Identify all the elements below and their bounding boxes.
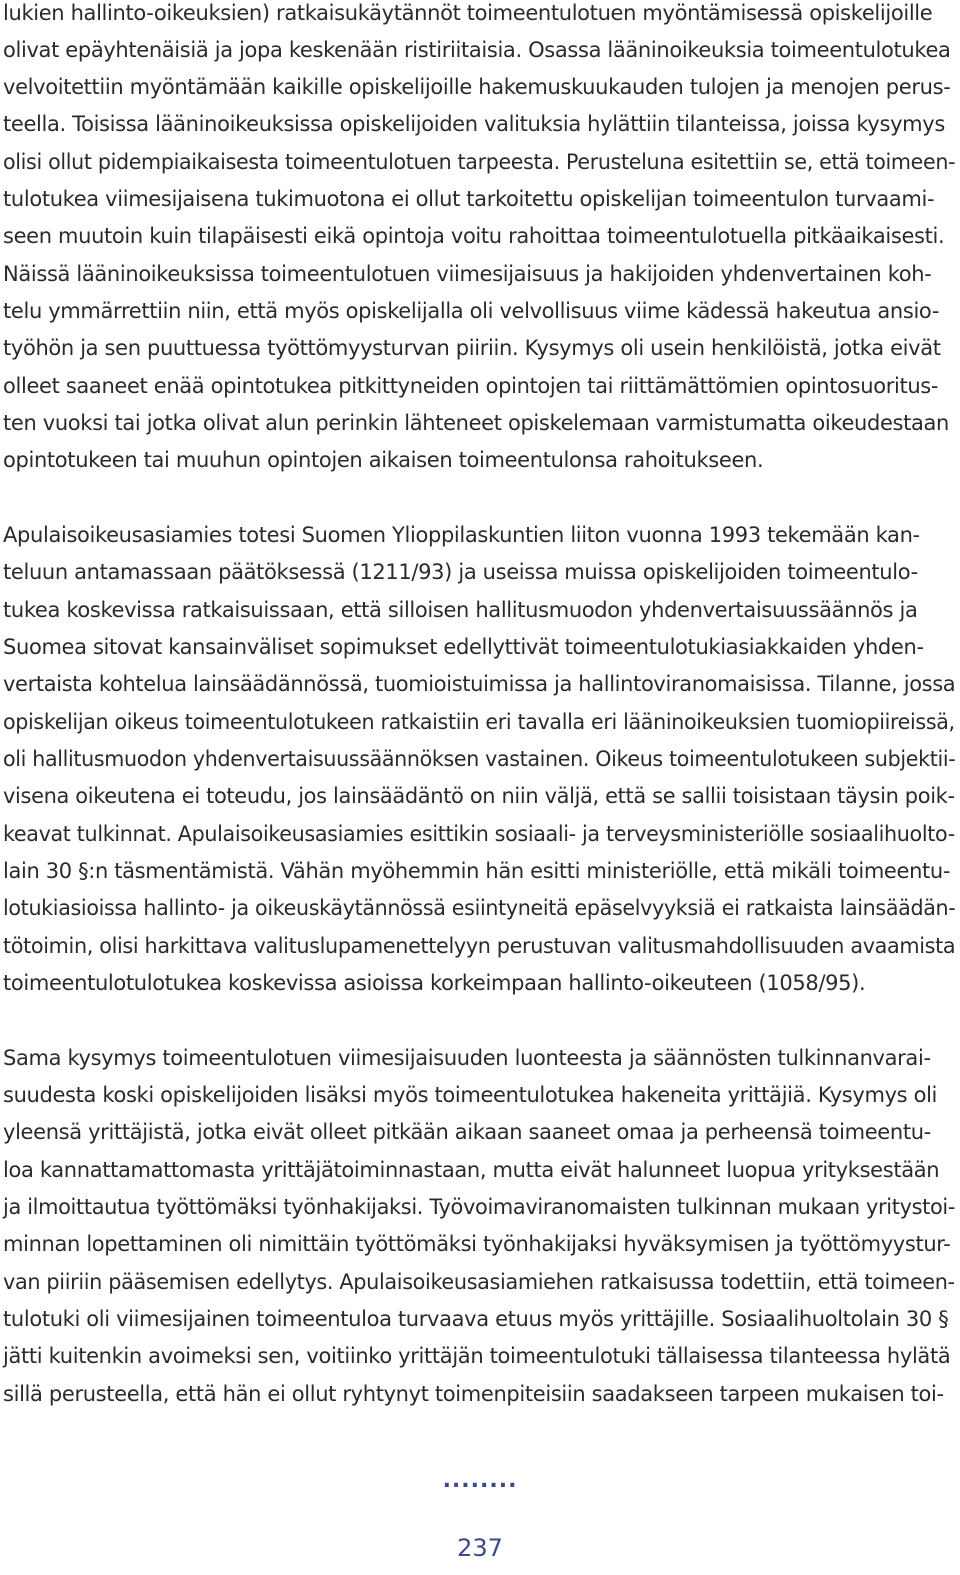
paragraph-2-line: oli hallitusmuodon yhdenvertaisuussäännöksen vastainen. Oikeus toimeentulotukeen subjektii-: [3, 747, 956, 771]
paragraph-2-line: toimeentulotulotukea koskevissa asioissa korkeimpaan hallinto-oikeuteen (1058/95).: [3, 971, 866, 995]
paragraph-1-line: telu ymmärrettiin niin, että myös opiskelijalla oli velvollisuus viime kädessä hakeutua ansio-: [3, 299, 940, 323]
paragraph-1-line: teella. Toisissa lääninoikeuksissa opiskelijoiden valituksia hylättiin tilanteissa, joissa kysymys: [3, 112, 945, 136]
paragraph-1-line: ten vuoksi tai jotka olivat alun perinkin lähteneet opiskelemaan varmistumatta oikeudestaan: [3, 411, 949, 435]
page-number: 237: [457, 1534, 503, 1562]
paragraph-2-line: vertaista kohtelua lainsäädännössä, tuomioistuimissa ja hallintoviranomaisissa. Tilanne, jossa: [3, 672, 956, 696]
paragraph-3-line: ja ilmoittautua työttömäksi työnhakijaksi. Työvoimaviranomaisten tulkinnan mukaan yritystoi-: [3, 1195, 956, 1219]
paragraph-3-line: yleensä yrittäjistä, jotka eivät olleet pitkään aikaan saaneet omaa ja perheensä toimeentu-: [3, 1120, 931, 1144]
paragraph-3-line: jätti kuitenkin avoimeksi sen, voitiinko yrittäjän toimeentulotuki tällaisessa tilanteessa hylätä: [3, 1344, 951, 1368]
paragraph-1-line: Näissä lääninoikeuksissa toimeentulotuen viimesijaisuus ja hakijoiden yhdenvertainen koh-: [3, 262, 932, 286]
paragraph-1-line: olleet saaneet enää opintotukea pitkittyneiden opintojen tai riittämättömien opintosuoritus-: [3, 374, 939, 398]
paragraph-2-line: keavat tulkinnat. Apulaisoikeusasiamies esittikin sosiaali- ja terveysministeriölle sosiaalihuolto-: [3, 822, 955, 846]
paragraph-2-line: Suomea sitovat kansainväliset sopimukset edellyttivät toimeentulotukiasiakkaiden yhden-: [3, 635, 924, 659]
paragraph-3-line: minnan lopettaminen oli nimittäin työttömäksi työnhakijaksi hyväksymisen ja työttömyystur-: [3, 1232, 951, 1256]
paragraph-1-line: tulotukea viimesijaisena tukimuotona ei ollut tarkoitettu opiskelijan toimeentulon turvaami-: [3, 187, 935, 211]
paragraph-2-line: visena oikeutena ei toteudu, jos lainsäädäntö on niin väljä, että se sallii toisistaan täysin poik-: [3, 784, 955, 808]
paragraph-2-line: opiskelijan oikeus toimeentulotukeen ratkaistiin eri tavalla eri lääninoikeuksien tuomiopiireissä,: [3, 710, 955, 734]
paragraph-2-line: Apulaisoikeusasiamies totesi Suomen Ylioppilaskuntien liiton vuonna 1993 tekemään kan-: [3, 523, 920, 547]
paragraph-1-line: opintotukeen tai muuhun opintojen aikaisen toimeentulonsa rahoitukseen.: [3, 448, 764, 472]
paragraph-3-line: tulotuki oli viimesijainen toimeentuloa turvaava etuus myös yrittäjille. Sosiaalihuoltolain 30 §: [3, 1307, 949, 1331]
paragraph-3-line: Sama kysymys toimeentulotuen viimesijaisuuden luonteesta ja säännösten tulkinnanvarai-: [3, 1046, 931, 1070]
paragraph-3-line: van piiriin pääsemisen edellytys. Apulaisoikeusasiamiehen ratkaisussa todettiin, että toimeen-: [3, 1270, 955, 1294]
paragraph-1-line: seen muutoin kuin tilapäisesti eikä opintoja voitu rahoittaa toimeentulotuella pitkäaikaisesti.: [3, 224, 945, 248]
paragraph-3-line: sillä perusteella, että hän ei ollut ryhtynyt toimenpiteisiin saadakseen tarpeen mukaisen toi-: [3, 1382, 944, 1406]
paragraph-2-line: tukea koskevissa ratkaisuissaan, että silloisen hallitusmuodon yhdenvertaisuussäännös ja: [3, 598, 918, 622]
paragraph-2-line: lain 30 §:n täsmentämistä. Vähän myöhemmin hän esitti ministeriölle, että mikäli toimeentu-: [3, 859, 951, 883]
paragraph-1-line: olivat epäyhtenäisiä ja jopa keskenään ristiriitaisia. Osassa lääninoikeuksia toimeentulotukea: [3, 38, 951, 62]
paragraph-1-line: velvoitettiin myöntämään kaikille opiskelijoille hakemuskuukauden tulojen ja menojen perus-: [3, 75, 951, 99]
paragraph-2-line: lotukiasioissa hallinto- ja oikeuskäytännössä esiintyneitä epäselvyyksiä ei ratkaista lainsäädän-: [3, 896, 956, 920]
paragraph-3-line: loa kannattamattomasta yrittäjätoiminnastaan, mutta eivät halunneet luopua yrityksestään: [3, 1158, 940, 1182]
paragraph-1-line: olisi ollut pidempiaikaisesta toimeentulotuen tarpeesta. Perusteluna esitettiin se, että toimeen-: [3, 150, 956, 174]
paragraph-1-line: työhön ja sen puuttuessa työttömyysturvan piiriin. Kysymys oli usein henkilöistä, jotka eivät: [3, 336, 941, 360]
paragraph-2-line: tötoimin, olisi harkittava valituslupamenettelyyn perustuvan valitusmahdollisuuden avaamista: [3, 934, 956, 958]
paragraph-2-line: teluun antamassaan päätöksessä (1211/93) ja useissa muissa opiskelijoiden toimeentulo-: [3, 560, 918, 584]
footer-dots: ........: [442, 1468, 518, 1493]
paragraph-1-line: lukien hallinto-oikeuksien) ratkaisukäytännöt toimeentulotuen myöntämisessä opiskelijoille: [3, 1, 933, 25]
paragraph-3-line: suudesta koski opiskelijoiden lisäksi myös toimeentulotukea hakeneita yrittäjiä. Kysymys oli: [3, 1083, 938, 1107]
